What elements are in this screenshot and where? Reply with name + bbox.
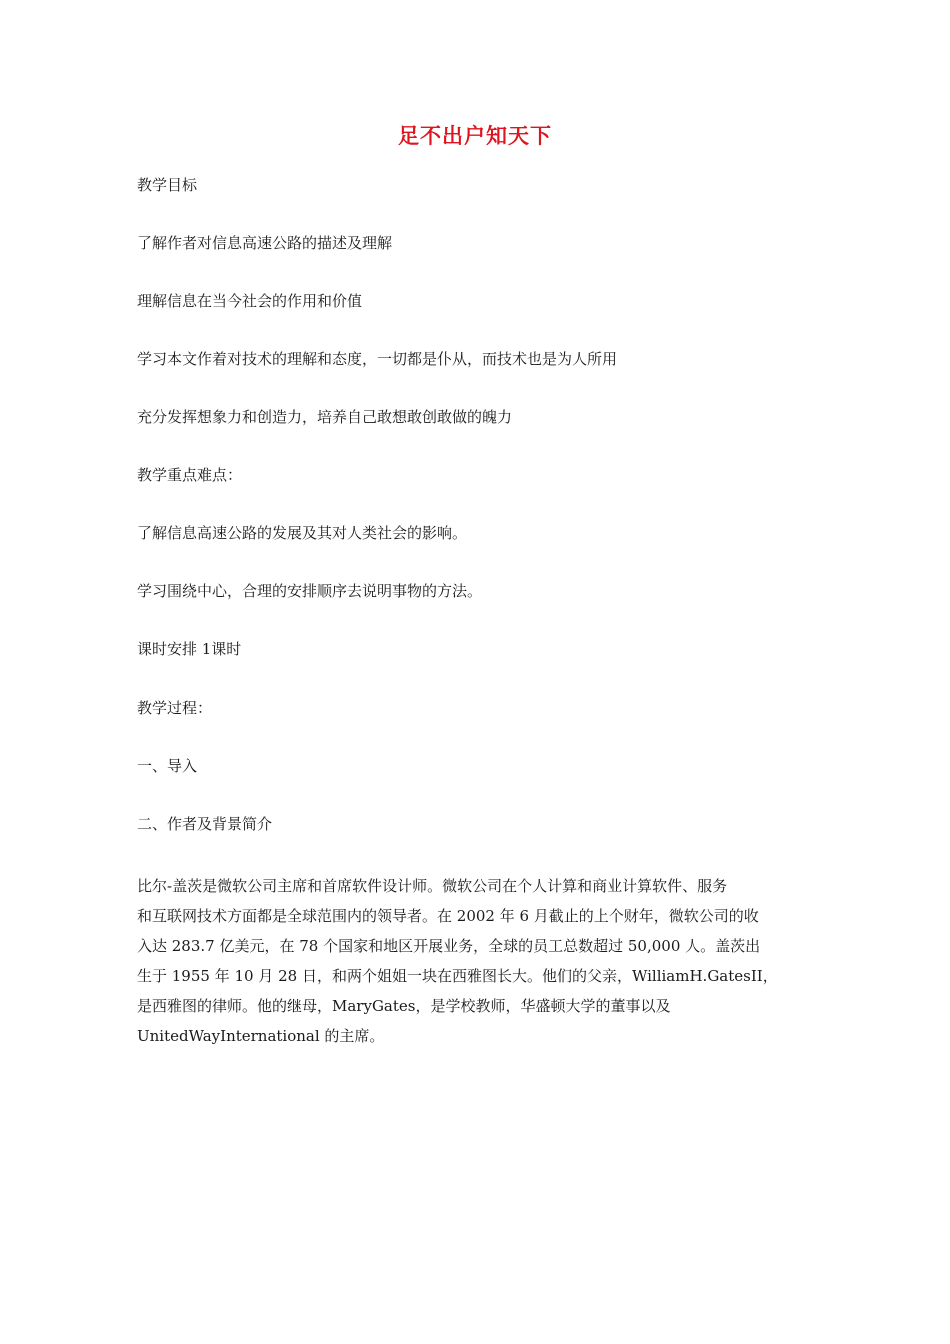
document-title: 足不出户知天下 [398,123,552,148]
paragraph-line: UnitedWayInternational 的主席。 [137,1027,385,1045]
text-line: 学习本文作着对技术的理解和态度，一切都是仆从，而技术也是为人所用 [137,350,618,368]
text-line: 理解信息在当今社会的作用和价值 [137,292,363,310]
paragraph-line: 入达 283.7 亿美元，在 78 个国家和地区开展业务，全球的员工总数超过 50,000 人。盖茨出 [137,937,761,955]
paragraph-line: 是西雅图的律师。他的继母，MaryGates，是学校教师，华盛顿大学的董事以及 [137,997,671,1015]
section-heading-objectives: 教学目标 [137,176,198,194]
text-line: 一、导入 [137,757,198,775]
section-heading-key-points: 教学重点难点： [137,466,243,484]
section-heading-process: 教学过程： [137,699,213,717]
text-line: 了解信息高速公路的发展及其对人类社会的影响。 [137,524,468,542]
text-line: 二、作者及背景简介 [137,815,273,833]
author-background-paragraph [137,871,807,1051]
text-line: 课时安排 1课时 [137,640,242,658]
text-line: 了解作者对信息高速公路的描述及理解 [137,234,393,252]
paragraph-line: 和互联网技术方面都是全球范围内的领导者。在 2002 年 6 月截止的上个财年，微软公司的收 [137,907,759,925]
text-line: 充分发挥想象力和创造力，培养自己敢想敢创敢做的魄力 [137,408,513,426]
paragraph-line: 生于 1955 年 10 月 28 日，和两个姐姐一块在西雅图长大。他们的父亲，WilliamH.GatesII， [137,967,778,985]
text-line: 学习围绕中心，合理的安排顺序去说明事物的方法。 [137,582,483,600]
paragraph-line: 比尔-盖茨是微软公司主席和首席软件设计师。微软公司在个人计算和商业计算软件、服务 [137,877,728,895]
